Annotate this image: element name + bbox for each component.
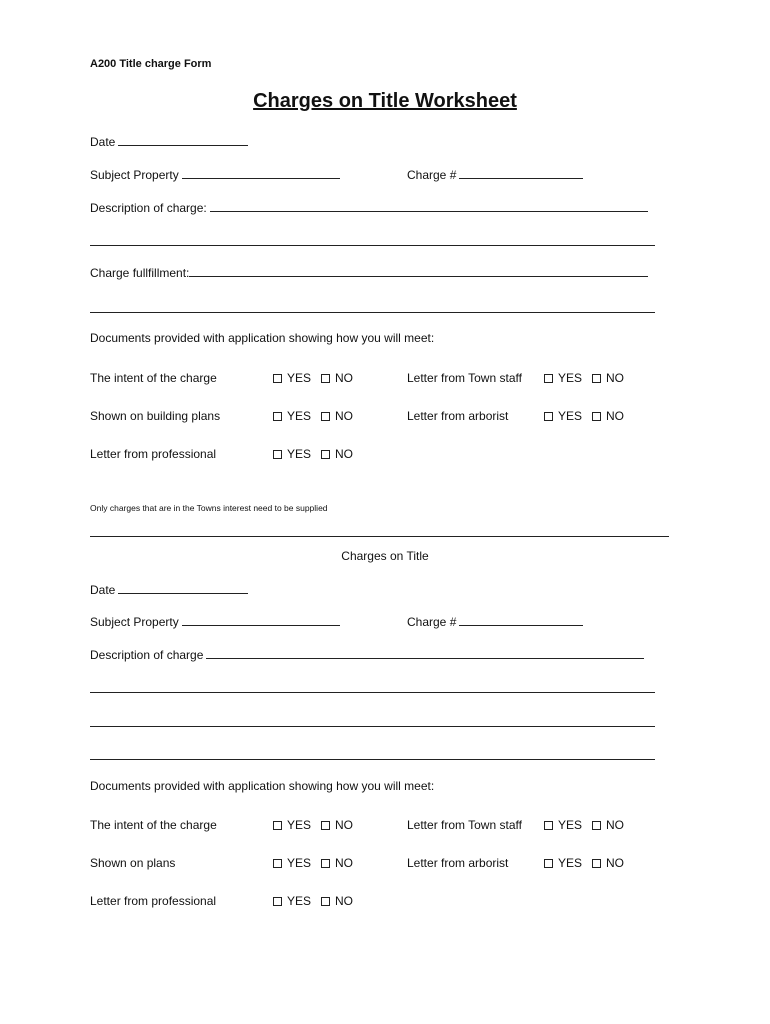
yes-no-group — [273, 817, 363, 834]
description-input-line[interactable] — [206, 646, 644, 659]
section-divider — [90, 536, 669, 537]
yes-checkbox[interactable] — [544, 412, 553, 421]
no-checkbox[interactable] — [321, 450, 330, 459]
no-label: NO — [606, 856, 625, 870]
description-input-line[interactable] — [210, 199, 648, 212]
description-field-2[interactable] — [90, 646, 644, 663]
charge-number-field-2[interactable] — [407, 613, 583, 630]
subject-property-input-line[interactable] — [182, 166, 340, 179]
no-label: NO — [335, 856, 354, 870]
date-field-1[interactable] — [90, 133, 248, 150]
yes-no-group — [544, 370, 634, 387]
page-title: Charges on Title Worksheet — [253, 90, 517, 112]
date-label: Date — [90, 583, 116, 597]
charge-number-label: Charge # — [407, 168, 457, 182]
row-label: Letter from arborist — [407, 856, 509, 870]
row-label: Shown on plans — [90, 856, 176, 870]
yes-no-group — [273, 408, 363, 425]
yes-no-group — [273, 893, 363, 910]
yes-checkbox[interactable] — [273, 859, 282, 868]
row-label: Letter from Town staff — [407, 818, 522, 832]
no-checkbox[interactable] — [592, 821, 601, 830]
fulfillment-input-line[interactable] — [189, 264, 648, 277]
row-label: Shown on building plans — [90, 409, 221, 423]
yes-label: YES — [287, 894, 312, 908]
yes-no-group — [544, 855, 634, 872]
no-checkbox[interactable] — [321, 821, 330, 830]
no-label: NO — [606, 371, 625, 385]
subject-property-field-2[interactable] — [90, 613, 340, 630]
yes-no-group — [273, 855, 363, 872]
subject-property-field-1[interactable] — [90, 166, 340, 183]
no-label: NO — [606, 818, 625, 832]
form-code: A200 Title charge Form — [90, 58, 212, 70]
date-field-2[interactable] — [90, 581, 248, 598]
row-label: Letter from arborist — [407, 409, 509, 423]
no-label: NO — [606, 409, 625, 423]
subject-property-label: Subject Property — [90, 615, 179, 629]
row-label: The intent of the charge — [90, 818, 217, 832]
date-input-line[interactable] — [118, 581, 248, 594]
yes-checkbox[interactable] — [273, 821, 282, 830]
no-checkbox[interactable] — [321, 412, 330, 421]
charge-number-field-1[interactable] — [407, 166, 583, 183]
no-label: NO — [335, 894, 354, 908]
section-subtitle: Charges on Title — [341, 549, 429, 563]
subject-property-input-line[interactable] — [182, 613, 340, 626]
documents-heading-2: Documents provided with application showing how you will meet: — [90, 779, 435, 793]
charge-number-input-line[interactable] — [459, 166, 583, 179]
yes-checkbox[interactable] — [273, 374, 282, 383]
description-label: Description of charge: — [90, 201, 207, 215]
description-field-1[interactable] — [90, 199, 648, 216]
yes-checkbox[interactable] — [544, 374, 553, 383]
yes-label: YES — [287, 818, 312, 832]
yes-label: YES — [287, 371, 312, 385]
date-input-line[interactable] — [118, 133, 248, 146]
description-continuation-line[interactable] — [90, 759, 655, 760]
yes-checkbox[interactable] — [273, 412, 282, 421]
yes-no-group — [273, 370, 363, 387]
yes-checkbox[interactable] — [544, 859, 553, 868]
no-label: NO — [335, 409, 354, 423]
subject-property-label: Subject Property — [90, 168, 179, 182]
no-checkbox[interactable] — [592, 412, 601, 421]
supply-note: Only charges that are in the Towns interest need to be supplied — [90, 503, 328, 513]
no-label: NO — [335, 447, 354, 461]
fulfillment-field[interactable] — [90, 264, 648, 281]
fulfillment-label: Charge fullfillment: — [90, 266, 190, 280]
yes-checkbox[interactable] — [273, 450, 282, 459]
description-label: Description of charge — [90, 648, 204, 662]
yes-label: YES — [558, 856, 583, 870]
charge-number-input-line[interactable] — [459, 613, 583, 626]
row-label: Letter from professional — [90, 894, 217, 908]
no-label: NO — [335, 818, 354, 832]
row-label: The intent of the charge — [90, 371, 217, 385]
date-label: Date — [90, 135, 116, 149]
fulfillment-continuation-line[interactable] — [90, 312, 655, 313]
row-label: Letter from professional — [90, 447, 217, 461]
yes-label: YES — [287, 447, 312, 461]
yes-label: YES — [558, 818, 583, 832]
documents-heading-1: Documents provided with application showing how you will meet: — [90, 331, 435, 345]
no-checkbox[interactable] — [321, 859, 330, 868]
description-continuation-line[interactable] — [90, 245, 655, 246]
charge-number-label: Charge # — [407, 615, 457, 629]
yes-no-group — [544, 817, 634, 834]
yes-no-group — [544, 408, 634, 425]
yes-checkbox[interactable] — [273, 897, 282, 906]
description-continuation-line[interactable] — [90, 726, 655, 727]
no-checkbox[interactable] — [592, 374, 601, 383]
no-label: NO — [335, 371, 354, 385]
yes-label: YES — [558, 371, 583, 385]
description-continuation-line[interactable] — [90, 692, 655, 693]
yes-checkbox[interactable] — [544, 821, 553, 830]
yes-label: YES — [287, 856, 312, 870]
no-checkbox[interactable] — [592, 859, 601, 868]
no-checkbox[interactable] — [321, 897, 330, 906]
yes-label: YES — [287, 409, 312, 423]
yes-no-group — [273, 446, 363, 463]
yes-label: YES — [558, 409, 583, 423]
no-checkbox[interactable] — [321, 374, 330, 383]
row-label: Letter from Town staff — [407, 371, 522, 385]
